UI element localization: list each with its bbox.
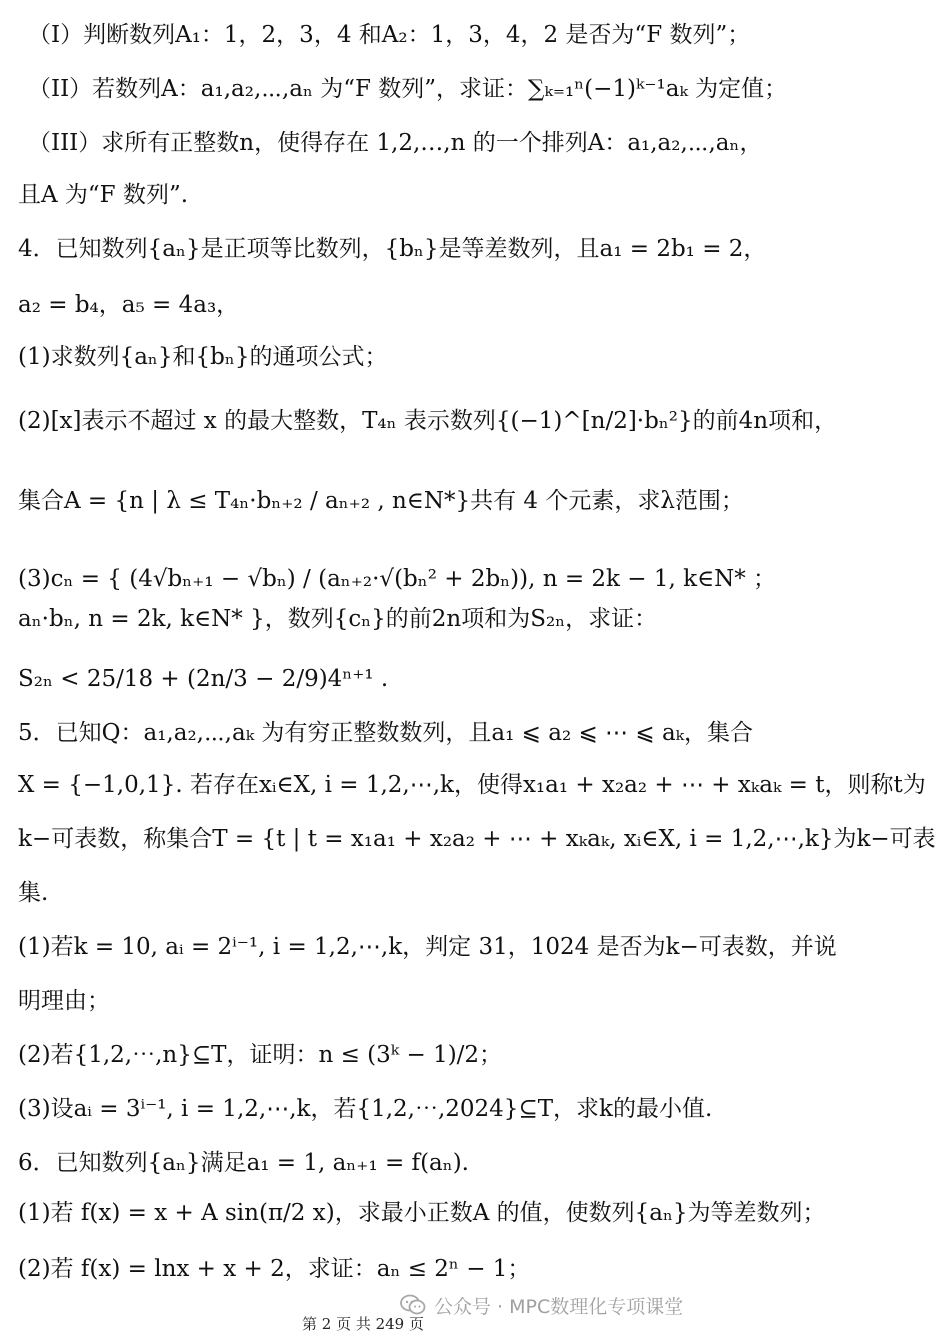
text-line-16: 集. <box>18 880 49 906</box>
text-line-14: X = {−1,0,1}. 若存在xᵢ∈X, i = 1,2,⋯,k，使得x₁a₁ + x₂a₂ + ⋯ + xₖaₖ = t，则称t为 <box>18 772 926 798</box>
text-line-10: (3)cₙ = { (4√bₙ₊₁ − √bₙ) / (aₙ₊₂·√(bₙ² + 2bₙ)), n = 2k − 1, k∈N* ； <box>18 566 777 592</box>
text-line-23: (2)若 f(x) = lnx + x + 2，求证：aₙ ≤ 2ⁿ − 1； <box>18 1256 531 1282</box>
text-line-12: S₂ₙ < 25/18 + (2n/3 − 2/9)4ⁿ⁺¹ . <box>18 666 389 692</box>
text-line-6: a₂ = b₄，a₅ = 4a₃， <box>18 292 240 318</box>
text-line-5: 4．已知数列{aₙ}是正项等比数列，{bₙ}是等差数列，且a₁ = 2b₁ = 2， <box>18 236 767 262</box>
text-line-22: (1)若 f(x) = x + A sin(π/2 x)，求最小正数A 的值，使数列{aₙ}为等差数列； <box>18 1200 826 1226</box>
page-footer: 第 2 页 共 249 页 <box>301 1315 424 1333</box>
text-line-17: (1)若k = 10, aᵢ = 2ⁱ⁻¹, i = 1,2,⋯,k，判定 31，1024 是否为k−可表数，并说 <box>18 934 837 960</box>
text-line-8: (2)[x]表示不超过 x 的最大整数，T₄ₙ 表示数列{(−1)^[n/2]·bₙ²}的前4n项和， <box>18 408 838 434</box>
text-line-11: aₙ·bₙ, n = 2k, k∈N* }，数列{cₙ}的前2n项和为S₂ₙ，求证： <box>18 606 658 632</box>
text-line-21: 6．已知数列{aₙ}满足a₁ = 1, aₙ₊₁ = f(aₙ). <box>18 1150 469 1176</box>
text-line-15: k−可表数，称集合T = {t | t = x₁a₁ + x₂a₂ + ⋯ + xₖaₖ, xᵢ∈X, i = 1,2,⋯,k}为k−可表 <box>18 826 936 852</box>
text-line-4: 且A 为“F 数列”. <box>18 182 189 208</box>
text-line-20: (3)设aᵢ = 3ⁱ⁻¹, i = 1,2,⋯,k，若{1,2,⋯,2024}⊆T，求k的最小值. <box>18 1096 713 1122</box>
text-line-13: 5．已知Q：a₁,a₂,⋯,aₖ 为有穷正整数数列，且a₁ ⩽ a₂ ⩽ ⋯ ⩽ aₖ，集合 <box>18 720 754 746</box>
text-line-2: （II）若数列A：a₁,a₂,⋯,aₙ 为“F 数列”，求证：∑ₖ₌₁ⁿ(−1)ᵏ⁻¹aₖ 为定值； <box>28 76 788 102</box>
watermark-text: 公众号 · MPC数理化专项课堂 <box>434 1295 684 1318</box>
text-line-3: （III）求所有正整数n，使得存在 1,2,…,n 的一个排列A：a₁,a₂,⋯,aₙ， <box>28 130 763 156</box>
text-line-18: 明理由； <box>18 988 110 1014</box>
text-line-7: (1)求数列{aₙ}和{bₙ}的通项公式； <box>18 344 388 370</box>
text-line-19: (2)若{1,2,⋯,n}⊆T，证明：n ≤ (3ᵏ − 1)/2； <box>18 1042 503 1068</box>
text-line-9: 集合A = {n | λ ≤ T₄ₙ·bₙ₊₂ / aₙ₊₂ , n∈N*}共有 4 个元素，求λ范围； <box>18 488 744 514</box>
text-line-1: （I）判断数列A₁：1，2，3，4 和A₂：1，3，4，2 是否为“F 数列”； <box>28 22 751 48</box>
